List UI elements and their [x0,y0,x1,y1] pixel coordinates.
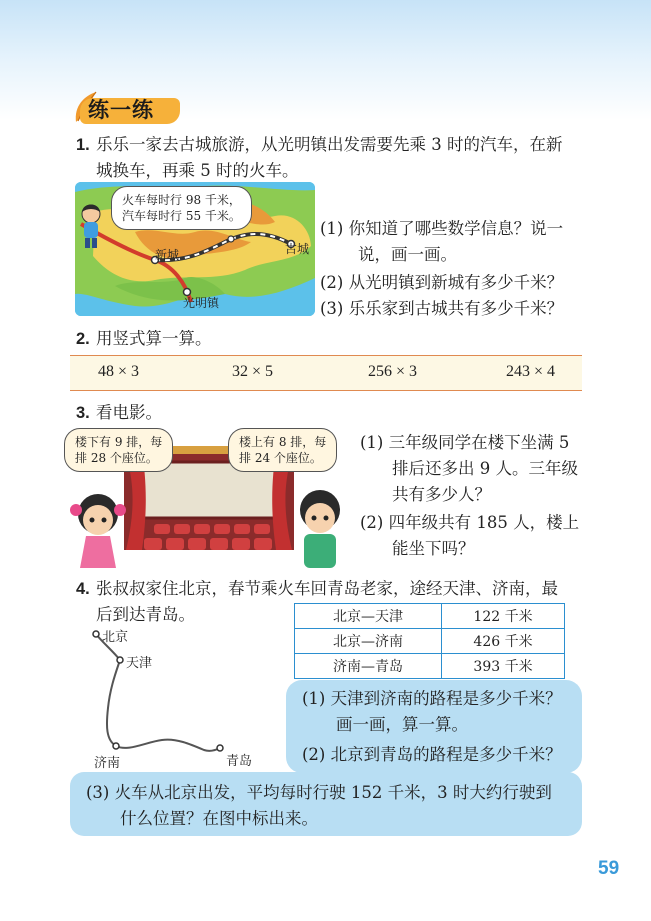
problem4-question1-line2: 画一画，算一算。 [336,715,468,734]
problem4-text-line1: 张叔叔家住北京，春节乘火车回青岛老家，途经天津、济南，最 [96,579,558,598]
problem3-question1-line1: (1) 三年级同学在楼下坐满 5 [360,433,570,452]
jinan-point [113,743,119,749]
map-label-jinan: 济南 [94,756,121,771]
problem3-question1-line2: 排后还多出 9 人。三年级 [392,459,578,478]
table-cell-distance: 393 千米 [442,654,565,679]
table-row [295,604,565,629]
calc-item-1: 48 × 3 [98,363,140,380]
table-cell-distance: 122 千米 [442,604,565,629]
problem2-number: 2. [76,330,90,348]
problem1-question2: (2) 从光明镇到新城有多少千米？ [320,273,564,292]
table-cell-route: 北京—天津 [295,604,442,629]
travel-map [75,182,315,316]
table-cell-route: 北京—济南 [295,629,442,654]
map-label-new-city: 新城 [155,248,180,262]
problem4-question1-line1: (1) 天津到济南的路程是多少千米？ [302,689,562,708]
table-row [295,629,565,654]
bubble-text-line2: 汽车每时行 55 千米。 [122,209,241,223]
bubble-left-line2: 排 28 个座位。 [75,451,158,465]
calc-item-4: 243 × 4 [506,363,556,380]
beijing-point [93,631,99,637]
distance-table [294,603,565,679]
bubble-right-line2: 排 24 个座位。 [239,451,322,465]
cinema-illustration [64,428,356,572]
problem3-number: 3. [76,404,90,422]
calc-item-2: 32 × 5 [232,363,274,380]
problem4-number: 4. [76,580,90,598]
problem3-question2-line2: 能坐下吗？ [392,539,475,558]
problem1-question1-line2: 说，画一画。 [358,245,457,264]
section-heading [66,88,188,128]
problem2-title: 用竖式算一算。 [96,329,212,348]
map-label-beijing: 北京 [102,630,129,645]
map-label-tianjin: 天津 [126,656,153,671]
problem1-question3: (3) 乐乐家到古城共有多少千米？ [320,299,564,318]
map-label-qingdao: 青岛 [226,754,253,769]
qingdao-point [217,745,223,751]
speed-bubble [111,186,252,230]
heading-title: 练一练 [88,98,154,122]
problem1-question1-line1: (1) 你知道了哪些数学信息？说一 [320,219,564,238]
tianjin-point [117,657,123,663]
bubble-text-line1: 火车每时行 98 千米， [122,193,241,207]
upstairs-seats-bubble [228,428,337,472]
downstairs-seats-bubble [64,428,173,472]
problem3-question1-line3: 共有多少人？ [392,485,491,504]
railway-route-map [86,628,286,770]
page-number: 59 [598,858,620,879]
bubble-left-line1: 楼下有 9 排，每 [75,435,163,449]
table-row [295,654,565,679]
problem4-text-line2: 后到达青岛。 [96,605,195,624]
table-cell-distance: 426 千米 [442,629,565,654]
problem1-text-line2: 城换车，再乘 5 时的火车。 [96,161,299,180]
problem3-title: 看电影。 [96,403,162,422]
map-label-old-city: 古城 [285,242,310,256]
problem1-text-line1: 乐乐一家去古城旅游，从光明镇出发需要先乘 3 时的汽车，在新 [96,135,563,154]
calc-item-3: 256 × 3 [368,363,418,380]
problem4-question3-line1: (3) 火车从北京出发，平均每时行驶 152 千米，3 时大约行驶到 [86,783,552,802]
problem4-question3-line2: 什么位置？在图中标出来。 [120,809,318,828]
problem4-question2: (2) 北京到青岛的路程是多少千米？ [302,745,562,764]
problem3-question2-line1: (2) 四年级共有 185 人，楼上 [360,513,580,532]
map-label-town: 光明镇 [183,296,220,310]
table-cell-route: 济南—青岛 [295,654,442,679]
bubble-right-line1: 楼上有 8 排，每 [239,435,327,449]
problem1-number: 1. [76,136,90,154]
